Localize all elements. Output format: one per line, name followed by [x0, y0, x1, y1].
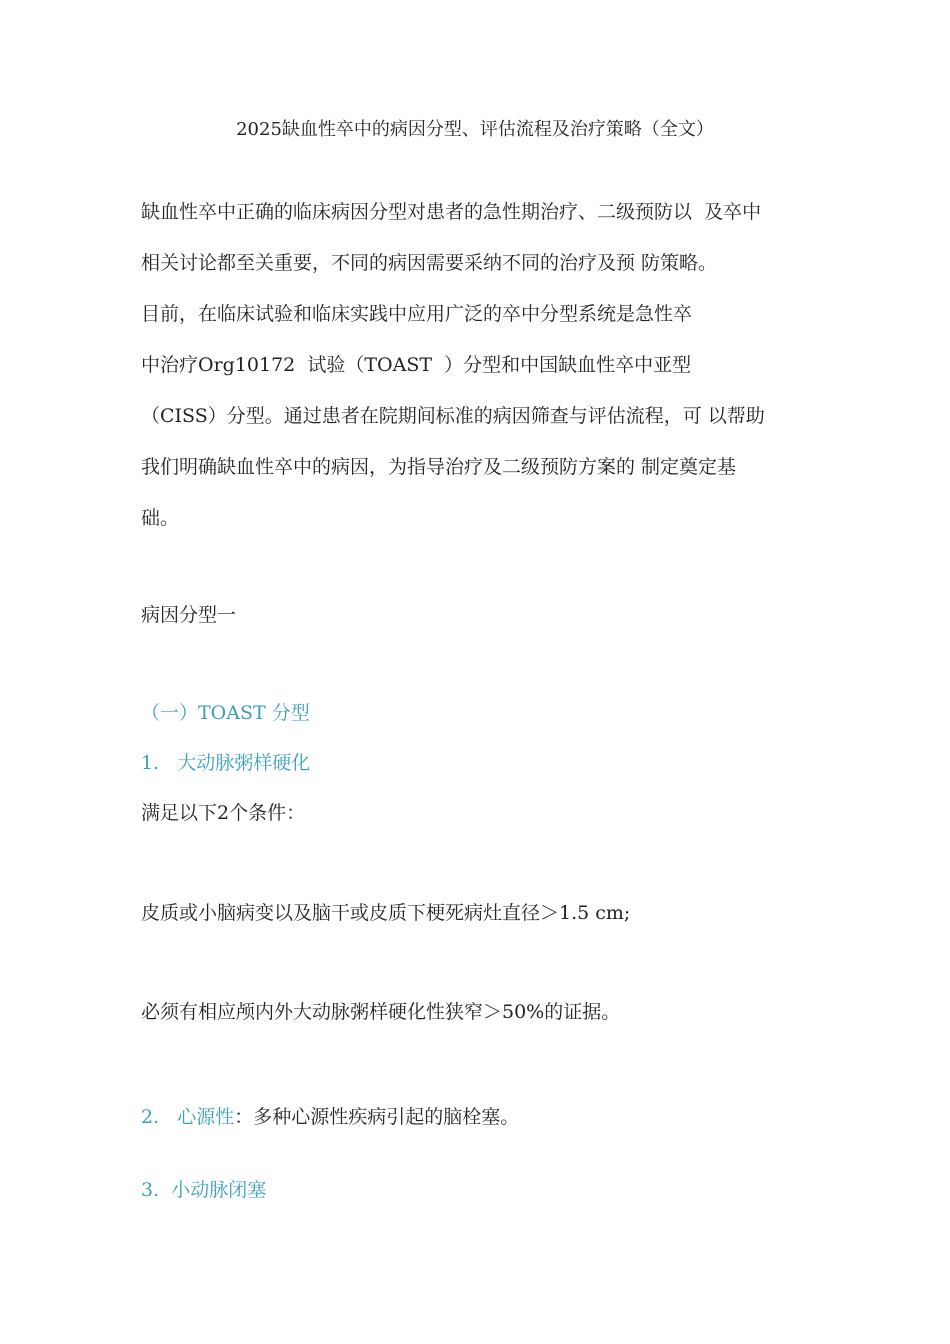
item1-heading — [141, 751, 310, 775]
intro-line-5: （CISS）分型。通过患者在院期间标准的病因筛查与评估流程，可 以帮助 — [141, 405, 765, 427]
document-title: 2025缺血性卒中的病因分型、评估流程及治疗策略（全文） — [236, 119, 714, 140]
item1-title: 大动脉粥样硬化 — [177, 752, 311, 774]
subsection-heading: （一）TOAST 分型 — [141, 702, 310, 724]
item3-number: 3. — [141, 1179, 160, 1201]
intro-line-6: 我们明确缺血性卒中的病因，为指导治疗及二级预防方案的 制定奠定基 — [141, 456, 737, 478]
item2-description: ：多种心源性疾病引起的脑栓塞。 — [234, 1106, 520, 1128]
intro-line-3: 目前，在临床试验和临床实践中应用广泛的卒中分型系统是急性卒 — [141, 303, 693, 325]
intro-line-1: 缺血性卒中正确的临床病因分型对患者的急性期治疗、二级预防以 及卒中 — [141, 201, 762, 223]
item2-line — [141, 1105, 519, 1129]
item2-title: 心源性 — [177, 1106, 235, 1128]
item1-number: 1. — [141, 752, 160, 774]
intro-line-7: 础。 — [141, 507, 180, 529]
item2-number: 2. — [141, 1106, 160, 1128]
intro-line-2: 相关讨论都至关重要，不同的病因需要采纳不同的治疗及预 防策略。 — [141, 252, 718, 274]
section-heading: 病因分型一 — [141, 604, 237, 626]
item1-condition-2: 必须有相应颅内外大动脉粥样硬化性狭窄＞50%的证据。 — [141, 1001, 621, 1023]
item1-condition-intro: 满足以下2个条件： — [141, 802, 306, 824]
item3-title: 小动脉闭塞 — [171, 1179, 267, 1201]
item3-heading — [141, 1178, 266, 1202]
intro-line-4: 中治疗Org10172 试验（TOAST ）分型和中国缺血性卒中亚型 — [141, 354, 692, 376]
item1-condition-1: 皮质或小脑病变以及脑干或皮质下梗死病灶直径＞1.5 cm; — [141, 902, 631, 924]
